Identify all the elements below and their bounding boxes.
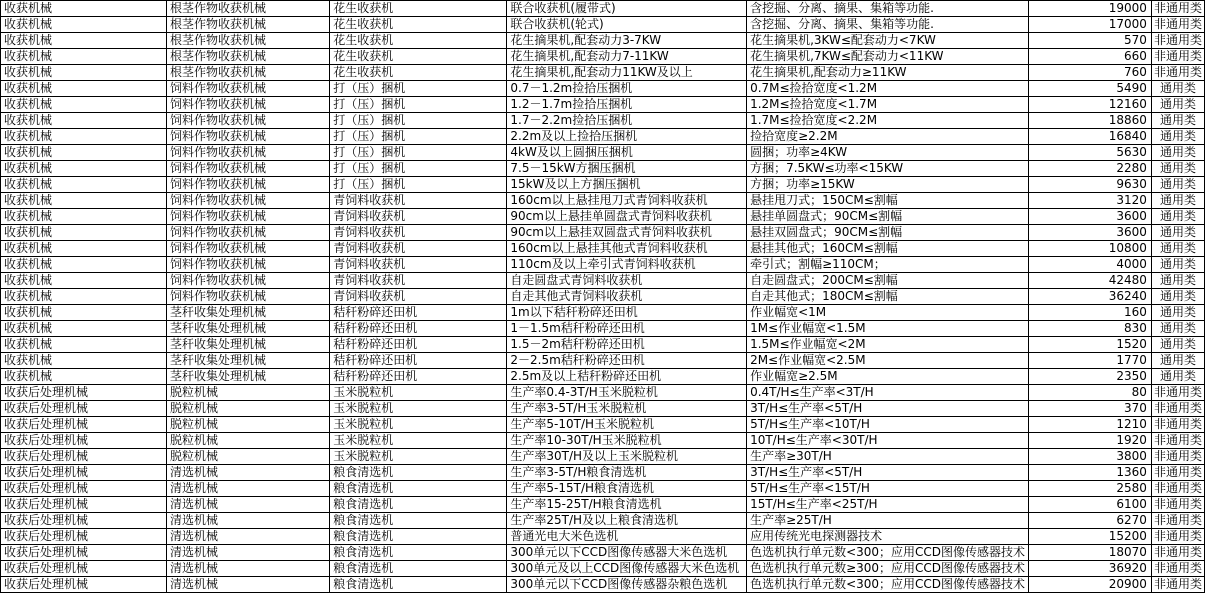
spec-cell[interactable]: 自走圆盘式；200CM≤割幅 bbox=[747, 273, 1029, 289]
spec-cell[interactable]: 花生摘果机,3KW≤配套动力<7KW bbox=[747, 33, 1029, 49]
table-row bbox=[1, 193, 1205, 209]
category-cell[interactable]: 收获机械 bbox=[1, 97, 167, 113]
subsidy-amount-cell[interactable]: 20900 bbox=[1029, 577, 1152, 593]
subcategory-cell[interactable]: 清选机械 bbox=[167, 513, 330, 529]
spec-cell[interactable]: 圆捆；功率≥4KW bbox=[747, 145, 1029, 161]
table-row bbox=[1, 561, 1205, 577]
model-cell[interactable]: 90cm以上悬挂双圆盘式青饲料收获机 bbox=[507, 225, 747, 241]
table-row bbox=[1, 449, 1205, 465]
item-cell[interactable]: 粮食清选机 bbox=[330, 465, 507, 481]
category-cell[interactable]: 收获机械 bbox=[1, 161, 167, 177]
category-cell[interactable]: 收获后处理机械 bbox=[1, 465, 167, 481]
item-cell[interactable]: 花生收获机 bbox=[330, 17, 507, 33]
type-cell[interactable]: 通用类 bbox=[1151, 241, 1204, 257]
spec-cell[interactable]: 悬挂单圆盘式；90CM≤割幅 bbox=[747, 209, 1029, 225]
model-cell[interactable]: 160cm以上悬挂甩刀式青饲料收获机 bbox=[507, 193, 747, 209]
type-cell[interactable]: 非通用类 bbox=[1151, 65, 1204, 81]
table-row bbox=[1, 81, 1205, 97]
spec-cell[interactable]: 方捆；功率≥15KW bbox=[747, 177, 1029, 193]
model-cell[interactable]: 生产率0.4-3T/H玉米脱粒机 bbox=[507, 385, 747, 401]
type-cell[interactable]: 非通用类 bbox=[1151, 497, 1204, 513]
table-row bbox=[1, 529, 1205, 545]
table-row bbox=[1, 417, 1205, 433]
subcategory-cell[interactable]: 饲料作物收获机械 bbox=[167, 177, 330, 193]
type-cell[interactable]: 非通用类 bbox=[1151, 401, 1204, 417]
item-cell[interactable]: 玉米脱粒机 bbox=[330, 385, 507, 401]
subsidy-amount-cell[interactable]: 18070 bbox=[1029, 545, 1152, 561]
type-cell[interactable]: 通用类 bbox=[1151, 81, 1204, 97]
subcategory-cell[interactable]: 根茎作物收获机械 bbox=[167, 1, 330, 17]
subcategory-cell[interactable]: 根茎作物收获机械 bbox=[167, 17, 330, 33]
type-cell[interactable]: 通用类 bbox=[1151, 129, 1204, 145]
subcategory-cell[interactable]: 饲料作物收获机械 bbox=[167, 81, 330, 97]
model-cell[interactable]: 2.5m及以上秸秆粉碎还田机 bbox=[507, 369, 747, 385]
table-row bbox=[1, 225, 1205, 241]
subcategory-cell[interactable]: 饲料作物收获机械 bbox=[167, 225, 330, 241]
type-cell[interactable]: 通用类 bbox=[1151, 193, 1204, 209]
spec-cell[interactable]: 应用传统光电探测器技术 bbox=[747, 529, 1029, 545]
subcategory-cell[interactable]: 饲料作物收获机械 bbox=[167, 241, 330, 257]
item-cell[interactable]: 花生收获机 bbox=[330, 33, 507, 49]
spec-cell[interactable]: 色选机执行单元数≥300；应用CCD图像传感器技术 bbox=[747, 561, 1029, 577]
type-cell[interactable]: 非通用类 bbox=[1151, 545, 1204, 561]
model-cell[interactable]: 花生摘果机,配套动力11KW及以上 bbox=[507, 65, 747, 81]
item-cell[interactable]: 玉米脱粒机 bbox=[330, 449, 507, 465]
type-cell[interactable]: 非通用类 bbox=[1151, 465, 1204, 481]
model-cell[interactable]: 生产率3-5T/H粮食清选机 bbox=[507, 465, 747, 481]
spec-cell[interactable]: 生产率≥30T/H bbox=[747, 449, 1029, 465]
spec-cell[interactable]: 捡拾宽度≥2.2M bbox=[747, 129, 1029, 145]
table-row bbox=[1, 545, 1205, 561]
subsidy-amount-cell[interactable]: 36920 bbox=[1029, 561, 1152, 577]
item-cell[interactable]: 秸秆粉碎还田机 bbox=[330, 369, 507, 385]
table-row bbox=[1, 289, 1205, 305]
type-cell[interactable]: 通用类 bbox=[1151, 113, 1204, 129]
subsidy-amount-cell[interactable]: 2580 bbox=[1029, 481, 1152, 497]
subsidy-amount-cell[interactable]: 19000 bbox=[1029, 1, 1152, 17]
item-cell[interactable]: 打（压）捆机 bbox=[330, 129, 507, 145]
model-cell[interactable]: 自走圆盘式青饲料收获机 bbox=[507, 273, 747, 289]
model-cell[interactable]: 1.5－2m秸秆粉碎还田机 bbox=[507, 337, 747, 353]
spec-cell[interactable]: 5T/H≤生产率<10T/H bbox=[747, 417, 1029, 433]
category-cell[interactable]: 收获机械 bbox=[1, 145, 167, 161]
subcategory-cell[interactable]: 清选机械 bbox=[167, 577, 330, 593]
category-cell[interactable]: 收获机械 bbox=[1, 177, 167, 193]
category-cell[interactable]: 收获机械 bbox=[1, 241, 167, 257]
model-cell[interactable]: 7.5－15kW方捆压捆机 bbox=[507, 161, 747, 177]
type-cell[interactable]: 通用类 bbox=[1151, 97, 1204, 113]
table-row bbox=[1, 577, 1205, 593]
subsidy-amount-cell[interactable]: 10800 bbox=[1029, 241, 1152, 257]
subsidy-amount-cell[interactable]: 9630 bbox=[1029, 177, 1152, 193]
table-row bbox=[1, 1, 1205, 17]
category-cell[interactable]: 收获机械 bbox=[1, 257, 167, 273]
item-cell[interactable]: 粮食清选机 bbox=[330, 529, 507, 545]
subcategory-cell[interactable]: 清选机械 bbox=[167, 545, 330, 561]
subsidy-amount-cell[interactable]: 1770 bbox=[1029, 353, 1152, 369]
spec-cell[interactable]: 方捆；7.5KW≤功率<15KW bbox=[747, 161, 1029, 177]
category-cell[interactable]: 收获后处理机械 bbox=[1, 417, 167, 433]
type-cell[interactable]: 非通用类 bbox=[1151, 1, 1204, 17]
subsidy-amount-cell[interactable]: 760 bbox=[1029, 65, 1152, 81]
model-cell[interactable]: 1.7－2.2m捡拾压捆机 bbox=[507, 113, 747, 129]
model-cell[interactable]: 1－1.5m秸秆粉碎还田机 bbox=[507, 321, 747, 337]
table-row bbox=[1, 385, 1205, 401]
item-cell[interactable]: 秸秆粉碎还田机 bbox=[330, 337, 507, 353]
type-cell[interactable]: 通用类 bbox=[1151, 321, 1204, 337]
type-cell[interactable]: 非通用类 bbox=[1151, 49, 1204, 65]
category-cell[interactable]: 收获机械 bbox=[1, 33, 167, 49]
item-cell[interactable]: 花生收获机 bbox=[330, 49, 507, 65]
subsidy-amount-cell[interactable]: 17000 bbox=[1029, 17, 1152, 33]
category-cell[interactable]: 收获后处理机械 bbox=[1, 545, 167, 561]
item-cell[interactable]: 粮食清选机 bbox=[330, 513, 507, 529]
subcategory-cell[interactable]: 饲料作物收获机械 bbox=[167, 161, 330, 177]
table-row bbox=[1, 49, 1205, 65]
type-cell[interactable]: 非通用类 bbox=[1151, 513, 1204, 529]
model-cell[interactable]: 1m以下秸秆粉碎还田机 bbox=[507, 305, 747, 321]
subcategory-cell[interactable]: 脱粒机械 bbox=[167, 385, 330, 401]
model-cell[interactable]: 花生摘果机,配套动力3-7KW bbox=[507, 33, 747, 49]
spec-cell[interactable]: 牵引式；割幅≥110CM； bbox=[747, 257, 1029, 273]
subsidy-amount-cell[interactable]: 370 bbox=[1029, 401, 1152, 417]
category-cell[interactable]: 收获机械 bbox=[1, 113, 167, 129]
subsidy-amount-cell[interactable]: 6270 bbox=[1029, 513, 1152, 529]
spec-cell[interactable]: 作业幅宽<1M bbox=[747, 305, 1029, 321]
item-cell[interactable]: 玉米脱粒机 bbox=[330, 401, 507, 417]
type-cell[interactable]: 通用类 bbox=[1151, 225, 1204, 241]
category-cell[interactable]: 收获后处理机械 bbox=[1, 481, 167, 497]
subsidy-amount-cell[interactable]: 3120 bbox=[1029, 193, 1152, 209]
spec-cell[interactable]: 自走其他式；180CM≤割幅 bbox=[747, 289, 1029, 305]
spec-cell[interactable]: 作业幅宽≥2.5M bbox=[747, 369, 1029, 385]
item-cell[interactable]: 玉米脱粒机 bbox=[330, 417, 507, 433]
subcategory-cell[interactable]: 清选机械 bbox=[167, 561, 330, 577]
subcategory-cell[interactable]: 饲料作物收获机械 bbox=[167, 113, 330, 129]
category-cell[interactable]: 收获后处理机械 bbox=[1, 577, 167, 593]
category-cell[interactable]: 收获机械 bbox=[1, 225, 167, 241]
table-row bbox=[1, 465, 1205, 481]
category-cell[interactable]: 收获机械 bbox=[1, 353, 167, 369]
category-cell[interactable]: 收获后处理机械 bbox=[1, 385, 167, 401]
type-cell[interactable]: 非通用类 bbox=[1151, 433, 1204, 449]
subsidy-amount-cell[interactable]: 5630 bbox=[1029, 145, 1152, 161]
item-cell[interactable]: 青饲料收获机 bbox=[330, 225, 507, 241]
table-row bbox=[1, 305, 1205, 321]
spec-cell[interactable]: 1M≤作业幅宽<1.5M bbox=[747, 321, 1029, 337]
subsidy-amount-cell[interactable]: 3600 bbox=[1029, 225, 1152, 241]
model-cell[interactable]: 普通光电大米色选机 bbox=[507, 529, 747, 545]
category-cell[interactable]: 收获机械 bbox=[1, 17, 167, 33]
table-row bbox=[1, 17, 1205, 33]
model-cell[interactable]: 110cm及以上牵引式青饲料收获机 bbox=[507, 257, 747, 273]
item-cell[interactable]: 打（压）捆机 bbox=[330, 113, 507, 129]
spec-cell[interactable]: 1.2M≤捡拾宽度<1.7M bbox=[747, 97, 1029, 113]
model-cell[interactable]: 0.7－1.2m捡拾压捆机 bbox=[507, 81, 747, 97]
subcategory-cell[interactable]: 茎秆收集处理机械 bbox=[167, 321, 330, 337]
model-cell[interactable]: 自走其他式青饲料收获机 bbox=[507, 289, 747, 305]
category-cell[interactable]: 收获机械 bbox=[1, 81, 167, 97]
table-row bbox=[1, 401, 1205, 417]
type-cell[interactable]: 非通用类 bbox=[1151, 577, 1204, 593]
category-cell[interactable]: 收获后处理机械 bbox=[1, 449, 167, 465]
spec-cell[interactable]: 含挖掘、分离、摘果、集箱等功能. bbox=[747, 17, 1029, 33]
table-row bbox=[1, 161, 1205, 177]
item-cell[interactable]: 打（压）捆机 bbox=[330, 161, 507, 177]
spec-cell[interactable]: 悬挂甩刀式；150CM≤割幅 bbox=[747, 193, 1029, 209]
subsidy-amount-cell[interactable]: 830 bbox=[1029, 321, 1152, 337]
subcategory-cell[interactable]: 脱粒机械 bbox=[167, 433, 330, 449]
subcategory-cell[interactable]: 脱粒机械 bbox=[167, 449, 330, 465]
model-cell[interactable]: 160cm以上悬挂其他式青饲料收获机 bbox=[507, 241, 747, 257]
item-cell[interactable]: 粮食清选机 bbox=[330, 545, 507, 561]
type-cell[interactable]: 非通用类 bbox=[1151, 17, 1204, 33]
type-cell[interactable]: 通用类 bbox=[1151, 145, 1204, 161]
subsidy-amount-cell[interactable]: 18860 bbox=[1029, 113, 1152, 129]
subcategory-cell[interactable]: 饲料作物收获机械 bbox=[167, 273, 330, 289]
subsidy-amount-cell[interactable]: 16840 bbox=[1029, 129, 1152, 145]
type-cell[interactable]: 非通用类 bbox=[1151, 385, 1204, 401]
item-cell[interactable]: 打（压）捆机 bbox=[330, 97, 507, 113]
item-cell[interactable]: 秸秆粉碎还田机 bbox=[330, 305, 507, 321]
subcategory-cell[interactable]: 茎秆收集处理机械 bbox=[167, 353, 330, 369]
subcategory-cell[interactable]: 饲料作物收获机械 bbox=[167, 209, 330, 225]
type-cell[interactable]: 通用类 bbox=[1151, 209, 1204, 225]
subsidy-amount-cell[interactable]: 160 bbox=[1029, 305, 1152, 321]
table-row bbox=[1, 321, 1205, 337]
model-cell[interactable]: 联合收获机(履带式) bbox=[507, 1, 747, 17]
item-cell[interactable]: 花生收获机 bbox=[330, 65, 507, 81]
table-row bbox=[1, 369, 1205, 385]
model-cell[interactable]: 2.2m及以上捡拾压捆机 bbox=[507, 129, 747, 145]
table-row bbox=[1, 273, 1205, 289]
item-cell[interactable]: 粮食清选机 bbox=[330, 497, 507, 513]
subsidy-amount-cell[interactable]: 1520 bbox=[1029, 337, 1152, 353]
subcategory-cell[interactable]: 饲料作物收获机械 bbox=[167, 257, 330, 273]
subsidy-amount-cell[interactable]: 570 bbox=[1029, 33, 1152, 49]
subsidy-amount-cell[interactable]: 5490 bbox=[1029, 81, 1152, 97]
item-cell[interactable]: 打（压）捆机 bbox=[330, 81, 507, 97]
subcategory-cell[interactable]: 清选机械 bbox=[167, 481, 330, 497]
subsidy-amount-cell[interactable]: 6100 bbox=[1029, 497, 1152, 513]
category-cell[interactable]: 收获机械 bbox=[1, 1, 167, 17]
table-row bbox=[1, 65, 1205, 81]
item-cell[interactable]: 玉米脱粒机 bbox=[330, 433, 507, 449]
spec-cell[interactable]: 色选机执行单元数<300；应用CCD图像传感器技术 bbox=[747, 577, 1029, 593]
subsidy-amount-cell[interactable]: 80 bbox=[1029, 385, 1152, 401]
model-cell[interactable]: 生产率10-30T/H玉米脱粒机 bbox=[507, 433, 747, 449]
table-row bbox=[1, 145, 1205, 161]
spec-cell[interactable]: 5T/H≤生产率<15T/H bbox=[747, 481, 1029, 497]
type-cell[interactable]: 非通用类 bbox=[1151, 481, 1204, 497]
spec-cell[interactable]: 悬挂双圆盘式；90CM≤割幅 bbox=[747, 225, 1029, 241]
category-cell[interactable]: 收获后处理机械 bbox=[1, 561, 167, 577]
subcategory-cell[interactable]: 饲料作物收获机械 bbox=[167, 289, 330, 305]
spec-cell[interactable]: 花生摘果机,配套动力≥11KW bbox=[747, 65, 1029, 81]
type-cell[interactable]: 通用类 bbox=[1151, 273, 1204, 289]
category-cell[interactable]: 收获机械 bbox=[1, 193, 167, 209]
spec-cell[interactable]: 15T/H≤生产率<25T/H bbox=[747, 497, 1029, 513]
subsidy-amount-cell[interactable]: 36240 bbox=[1029, 289, 1152, 305]
subcategory-cell[interactable]: 清选机械 bbox=[167, 465, 330, 481]
category-cell[interactable]: 收获后处理机械 bbox=[1, 433, 167, 449]
table-row bbox=[1, 433, 1205, 449]
table-row bbox=[1, 33, 1205, 49]
type-cell[interactable]: 通用类 bbox=[1151, 177, 1204, 193]
subsidy-amount-cell[interactable]: 1360 bbox=[1029, 465, 1152, 481]
table-row bbox=[1, 97, 1205, 113]
table-row bbox=[1, 257, 1205, 273]
subcategory-cell[interactable]: 茎秆收集处理机械 bbox=[167, 369, 330, 385]
subsidy-amount-cell[interactable]: 12160 bbox=[1029, 97, 1152, 113]
subcategory-cell[interactable]: 饲料作物收获机械 bbox=[167, 145, 330, 161]
category-cell[interactable]: 收获机械 bbox=[1, 129, 167, 145]
spec-cell[interactable]: 1.7M≤捡拾宽度<2.2M bbox=[747, 113, 1029, 129]
table-row bbox=[1, 481, 1205, 497]
type-cell[interactable]: 非通用类 bbox=[1151, 561, 1204, 577]
item-cell[interactable]: 青饲料收获机 bbox=[330, 193, 507, 209]
item-cell[interactable]: 粮食清选机 bbox=[330, 577, 507, 593]
model-cell[interactable]: 2－2.5m秸秆粉碎还田机 bbox=[507, 353, 747, 369]
spec-cell[interactable]: 1.5M≤作业幅宽<2M bbox=[747, 337, 1029, 353]
category-cell[interactable]: 收获后处理机械 bbox=[1, 529, 167, 545]
category-cell[interactable]: 收获机械 bbox=[1, 209, 167, 225]
category-cell[interactable]: 收获机械 bbox=[1, 305, 167, 321]
subsidy-amount-cell[interactable]: 660 bbox=[1029, 49, 1152, 65]
model-cell[interactable]: 15kW及以上方捆压捆机 bbox=[507, 177, 747, 193]
subsidy-amount-cell[interactable]: 15200 bbox=[1029, 529, 1152, 545]
spec-cell[interactable]: 含挖掘、分离、摘果、集箱等功能. bbox=[747, 1, 1029, 17]
table-row bbox=[1, 497, 1205, 513]
subsidy-amount-cell[interactable]: 2350 bbox=[1029, 369, 1152, 385]
type-cell[interactable]: 通用类 bbox=[1151, 353, 1204, 369]
spec-cell[interactable]: 生产率≥25T/H bbox=[747, 513, 1029, 529]
table-row bbox=[1, 113, 1205, 129]
subcategory-cell[interactable]: 脱粒机械 bbox=[167, 401, 330, 417]
type-cell[interactable]: 非通用类 bbox=[1151, 417, 1204, 433]
item-cell[interactable]: 青饲料收获机 bbox=[330, 209, 507, 225]
item-cell[interactable]: 青饲料收获机 bbox=[330, 273, 507, 289]
item-cell[interactable]: 花生收获机 bbox=[330, 1, 507, 17]
category-cell[interactable]: 收获机械 bbox=[1, 369, 167, 385]
model-cell[interactable]: 1.2－1.7m捡拾压捆机 bbox=[507, 97, 747, 113]
spec-cell[interactable]: 0.4T/H≤生产率<3T/H bbox=[747, 385, 1029, 401]
item-cell[interactable]: 秸秆粉碎还田机 bbox=[330, 353, 507, 369]
model-cell[interactable]: 90cm以上悬挂单圆盘式青饲料收获机 bbox=[507, 209, 747, 225]
item-cell[interactable]: 粮食清选机 bbox=[330, 561, 507, 577]
type-cell[interactable]: 通用类 bbox=[1151, 161, 1204, 177]
subcategory-cell[interactable]: 饲料作物收获机械 bbox=[167, 129, 330, 145]
table-row bbox=[1, 353, 1205, 369]
spec-cell[interactable]: 0.7M≤捡拾宽度<1.2M bbox=[747, 81, 1029, 97]
subsidy-amount-cell[interactable]: 4000 bbox=[1029, 257, 1152, 273]
subsidy-amount-cell[interactable]: 42480 bbox=[1029, 273, 1152, 289]
subcategory-cell[interactable]: 根茎作物收获机械 bbox=[167, 65, 330, 81]
subcategory-cell[interactable]: 脱粒机械 bbox=[167, 417, 330, 433]
item-cell[interactable]: 粮食清选机 bbox=[330, 481, 507, 497]
subcategory-cell[interactable]: 清选机械 bbox=[167, 529, 330, 545]
type-cell[interactable]: 通用类 bbox=[1151, 369, 1204, 385]
table-row bbox=[1, 513, 1205, 529]
spec-cell[interactable]: 色选机执行单元数<300；应用CCD图像传感器技术 bbox=[747, 545, 1029, 561]
category-cell[interactable]: 收获机械 bbox=[1, 65, 167, 81]
model-cell[interactable]: 生产率5-15T/H粮食清选机 bbox=[507, 481, 747, 497]
category-cell[interactable]: 收获后处理机械 bbox=[1, 401, 167, 417]
type-cell[interactable]: 通用类 bbox=[1151, 305, 1204, 321]
model-cell[interactable]: 生产率15-25T/H粮食清选机 bbox=[507, 497, 747, 513]
category-cell[interactable]: 收获机械 bbox=[1, 289, 167, 305]
table-row bbox=[1, 129, 1205, 145]
subsidy-amount-cell[interactable]: 3600 bbox=[1029, 209, 1152, 225]
model-cell[interactable]: 4kW及以上圆捆压捆机 bbox=[507, 145, 747, 161]
model-cell[interactable]: 300单元以下CCD图像传感器大米色选机 bbox=[507, 545, 747, 561]
subsidy-amount-cell[interactable]: 3800 bbox=[1029, 449, 1152, 465]
subcategory-cell[interactable]: 茎秆收集处理机械 bbox=[167, 305, 330, 321]
subcategory-cell[interactable]: 茎秆收集处理机械 bbox=[167, 337, 330, 353]
item-cell[interactable]: 青饲料收获机 bbox=[330, 257, 507, 273]
category-cell[interactable]: 收获机械 bbox=[1, 321, 167, 337]
type-cell[interactable]: 通用类 bbox=[1151, 337, 1204, 353]
subcategory-cell[interactable]: 根茎作物收获机械 bbox=[167, 49, 330, 65]
subsidy-amount-cell[interactable]: 1210 bbox=[1029, 417, 1152, 433]
type-cell[interactable]: 通用类 bbox=[1151, 257, 1204, 273]
model-cell[interactable]: 生产率30T/H及以上玉米脱粒机 bbox=[507, 449, 747, 465]
table-body bbox=[1, 1, 1205, 593]
spec-cell[interactable]: 3T/H≤生产率<5T/H bbox=[747, 401, 1029, 417]
subsidy-amount-cell[interactable]: 1920 bbox=[1029, 433, 1152, 449]
spec-cell[interactable]: 2M≤作业幅宽<2.5M bbox=[747, 353, 1029, 369]
table-row bbox=[1, 337, 1205, 353]
type-cell[interactable]: 非通用类 bbox=[1151, 449, 1204, 465]
item-cell[interactable]: 秸秆粉碎还田机 bbox=[330, 321, 507, 337]
spec-cell[interactable]: 悬挂其他式；160CM≤割幅 bbox=[747, 241, 1029, 257]
subcategory-cell[interactable]: 根茎作物收获机械 bbox=[167, 33, 330, 49]
category-cell[interactable]: 收获机械 bbox=[1, 337, 167, 353]
table-row bbox=[1, 209, 1205, 225]
type-cell[interactable]: 非通用类 bbox=[1151, 33, 1204, 49]
spec-cell[interactable]: 花生摘果机,7KW≤配套动力<11KW bbox=[747, 49, 1029, 65]
category-cell[interactable]: 收获机械 bbox=[1, 273, 167, 289]
model-cell[interactable]: 生产率5-10T/H玉米脱粒机 bbox=[507, 417, 747, 433]
subcategory-cell[interactable]: 饲料作物收获机械 bbox=[167, 97, 330, 113]
model-cell[interactable]: 花生摘果机,配套动力7-11KW bbox=[507, 49, 747, 65]
item-cell[interactable]: 打（压）捆机 bbox=[330, 177, 507, 193]
spec-cell[interactable]: 3T/H≤生产率<5T/H bbox=[747, 465, 1029, 481]
category-cell[interactable]: 收获后处理机械 bbox=[1, 497, 167, 513]
model-cell[interactable]: 300单元以下CCD图像传感器杂粮色选机 bbox=[507, 577, 747, 593]
item-cell[interactable]: 青饲料收获机 bbox=[330, 241, 507, 257]
subcategory-cell[interactable]: 饲料作物收获机械 bbox=[167, 193, 330, 209]
model-cell[interactable]: 生产率3-5T/H玉米脱粒机 bbox=[507, 401, 747, 417]
item-cell[interactable]: 青饲料收获机 bbox=[330, 289, 507, 305]
table-row bbox=[1, 177, 1205, 193]
table-row bbox=[1, 241, 1205, 257]
model-cell[interactable]: 300单元及以上CCD图像传感器大米色选机 bbox=[507, 561, 747, 577]
type-cell[interactable]: 非通用类 bbox=[1151, 529, 1204, 545]
spec-cell[interactable]: 10T/H≤生产率<30T/H bbox=[747, 433, 1029, 449]
item-cell[interactable]: 打（压）捆机 bbox=[330, 145, 507, 161]
model-cell[interactable]: 生产率25T/H及以上粮食清选机 bbox=[507, 513, 747, 529]
category-cell[interactable]: 收获后处理机械 bbox=[1, 513, 167, 529]
subsidy-amount-cell[interactable]: 2280 bbox=[1029, 161, 1152, 177]
type-cell[interactable]: 通用类 bbox=[1151, 289, 1204, 305]
subcategory-cell[interactable]: 清选机械 bbox=[167, 497, 330, 513]
model-cell[interactable]: 联合收获机(轮式) bbox=[507, 17, 747, 33]
category-cell[interactable]: 收获机械 bbox=[1, 49, 167, 65]
